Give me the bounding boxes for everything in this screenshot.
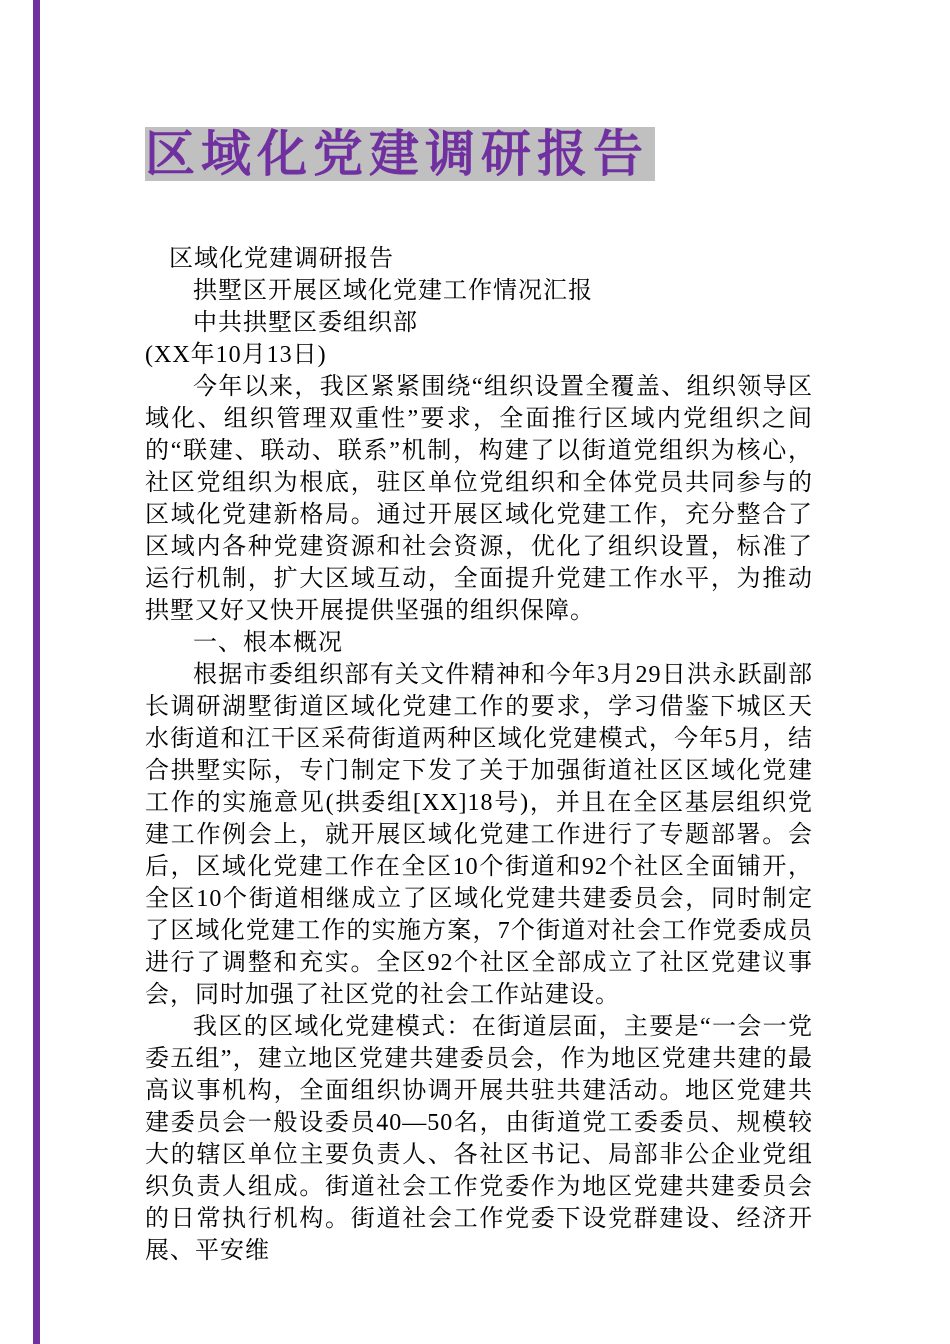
left-accent-stripe <box>33 0 40 1344</box>
paragraph-section-one-b: 我区的区域化党建模式：在街道层面，主要是“一会一党委五组”，建立地区党建共建委员会，作为地区党建共建的最高议事机构，全面组织协调开展共驻共建活动。地区党建共建委员会一般设委员40—50名，由街道党工委委员、规模较大的辖区单位主要负责人、各社区书记、局部非公企业党组织负责人组成。街道社会工作党委作为地区党建共建委员会的日常执行机构。街道社会工作党委下设党群建设、经济开展、平安维 <box>145 1014 813 1264</box>
doc-subtitle: 拱墅区开展区域化党建工作情况汇报 <box>193 278 593 304</box>
paragraph-introduction: 今年以来，我区紧紧围绕“组织设置全覆盖、组织领导区域化、组织管理双重性”要求，全面推行区域内党组织之间的“联建、联动、联系”机制，构建了以街道党组织为核心，社区党组织为根底，驻区单位党组织和全体党员共同参与的区域化党建新格局。通过开展区域化党建工作，充分整合了区域内各种党建资源和社会资源，优化了组织设置，标准了运行机制，扩大区域互动，全面提升党建工作水平，为推动拱墅又好又快开展提供坚强的组织保障。 <box>145 374 813 624</box>
section-heading-basic-overview: 一、根本概况 <box>193 630 343 656</box>
doc-restated-title: 区域化党建调研报告 <box>169 246 394 272</box>
document-title: 区域化党建调研报告 <box>145 127 655 181</box>
doc-author-organization: 中共拱墅区委组织部 <box>193 310 418 336</box>
document-body <box>145 127 813 1267</box>
paragraph-section-one-a: 根据市委组织部有关文件精神和今年3月29日洪永跃副部长调研湖墅街道区域化党建工作的要求，学习借鉴下城区天水街道和江干区采荷街道两种区域化党建模式，今年5月，结合拱墅实际，专门制定下发了关于加强街道社区区域化党建工作的实施意见(拱委组[XX]18号)，并且在全区基层组织党建工作例会上，就开展区域化党建工作进行了专题部署。会后，区域化党建工作在全区10个街道和92个社区全面铺开，全区10个街道相继成立了区域化党建共建委员会，同时制定了区域化党建工作的实施方案，7个街道对社会工作党委成员进行了调整和充实。全区92个社区全部成立了社区党建议事会，同时加强了社区党的社会工作站建设。 <box>145 662 813 1008</box>
doc-date: (XX年10月13日) <box>145 342 327 368</box>
